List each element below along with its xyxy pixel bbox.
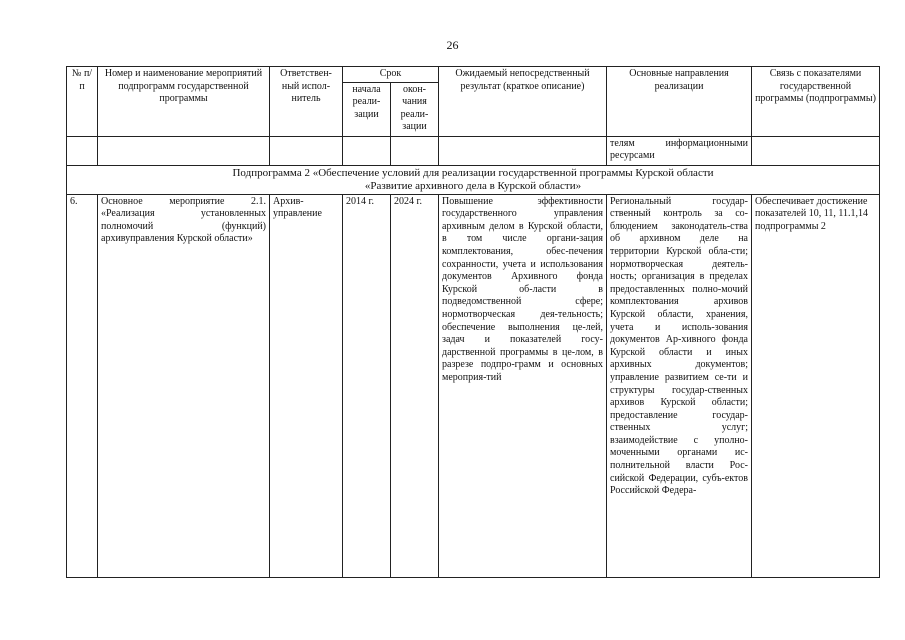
col-header-result: Ожидаемый непосредственный результат (краткое описание)	[439, 67, 607, 137]
subprogram-title	[67, 165, 880, 194]
subprogram-title-line1: Подпрограмма 2 «Обеспечение условий для реализации государственной программы Курской области	[232, 166, 714, 179]
row-result: Повышение эффективности государственного управления архивным делом в Курской области, в том числе органи-зация комплектования, обес-печения сохранности, учета и использования документов Архивного фонда Курской об-ласти в подведомственной сфере; нормотворческая дея-тельность; обеспечение выполнения це-лей, задач и показателей госу-дарственной программы в це-лом, в разрезе подпро-грамм и основных мероприя-тий	[439, 194, 607, 577]
col-header-term-start: начала реали-зации	[343, 82, 391, 136]
row-link: Обеспечивает достижение показателей 10, 11, 11.1,14 подпрограммы 2	[752, 194, 880, 577]
row-start: 2014 г.	[343, 194, 391, 577]
col-header-responsible: Ответствен-ный испол-нитель	[270, 67, 343, 137]
col-header-term-end: окон-чания реали-зации	[391, 82, 439, 136]
continuation-text: телям информационными ресурсами	[607, 136, 752, 165]
row-directions: Региональный госудаp-ственный контроль за со-блюдением законодатель-ства об архивном деле на территории Курской обла-сти; нормотворческая деятель-ность; организация в пределах предоставленных полно-мочий комплектования архивов Курской области, хранения, учета и исполь-зования документов Ар-хивного фонда Курской области и иных архивных документов; управление развитием се-ти и структуры государ-ственных архивов Курской области; предоставление государ-ственных услуг; взаимодействие с уполно-моченными органами ис-полнительной власти Рос-сийской Федерации, субъ-ектов Российской Федера-	[607, 194, 752, 577]
subprogram-title-line2: «Развитие архивного дела в Курской области»	[364, 179, 582, 192]
row-end: 2024 г.	[391, 194, 439, 577]
col-header-name: Номер и наименование мероприятий подпрограмм государственной программы	[98, 67, 270, 137]
row-responsible: Архив-управление	[270, 194, 343, 577]
table-row	[67, 194, 880, 577]
col-header-link: Связь с показателями государственной программы (подпрограммы)	[752, 67, 880, 137]
program-table	[66, 66, 880, 578]
col-header-term: Срок	[343, 67, 439, 83]
subprogram-header-row	[67, 165, 880, 194]
col-header-directions: Основные направления реализации	[607, 67, 752, 137]
row-num: 6.	[67, 194, 98, 577]
row-name: Основное мероприятие 2.1. «Реализация установленных полномочий (функций) архивуправления Курской области»	[98, 194, 270, 577]
page-number: 26	[446, 38, 459, 52]
continuation-row	[67, 136, 880, 165]
col-header-num: № п/п	[67, 67, 98, 137]
